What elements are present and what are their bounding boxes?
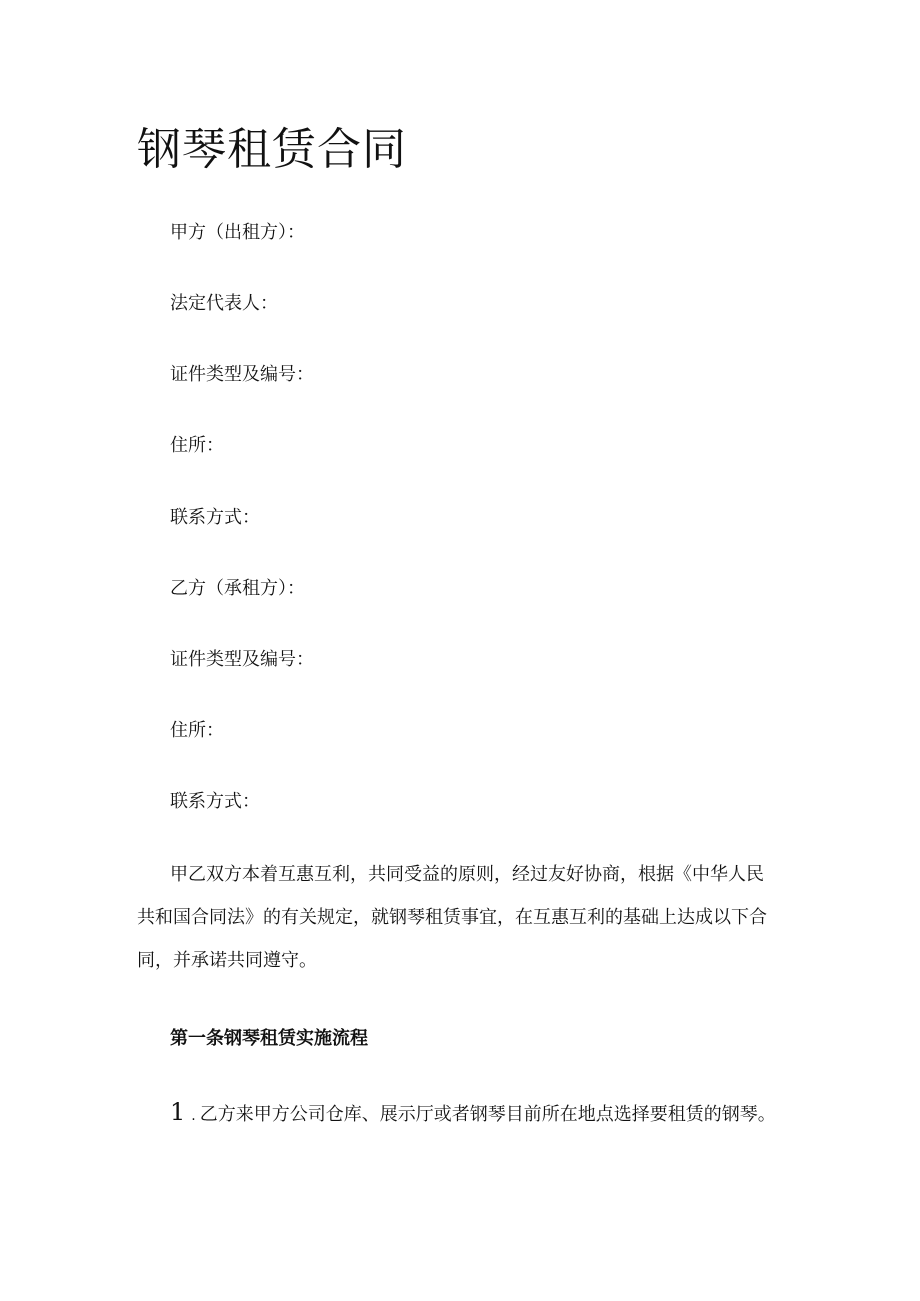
party-a-address-label: 住所： (170, 435, 224, 456)
party-a-label: 甲方（出租方）： (170, 222, 305, 243)
preamble-line-1: 甲乙双方本着互惠互利，共同受益的原则，经过友好协商，根据《中华人民 (170, 864, 764, 885)
preamble-line-3: 同，并承诺共同遵守。 (137, 950, 317, 971)
document-title: 钢琴租赁合同 (137, 124, 407, 175)
party-a-contact-label: 联系方式： (170, 507, 260, 528)
article-1-heading: 第一条钢琴租赁实施流程 (170, 1028, 368, 1049)
item-number: 1 (170, 1098, 186, 1126)
party-b-contact-label: 联系方式： (170, 791, 260, 812)
preamble-paragraph (137, 853, 797, 982)
preamble-line-2: 共和国合同法》的有关规定，就钢琴租赁事宜，在互惠互利的基础上达成以下合 (137, 907, 767, 928)
item-marker: . (191, 1108, 196, 1124)
article-1-item-1 (170, 1097, 776, 1131)
party-a-id-type-label: 证件类型及编号： (170, 364, 314, 385)
party-a-legal-rep-label: 法定代表人： (170, 293, 278, 314)
party-b-address-label: 住所： (170, 720, 224, 741)
party-b-label: 乙方（承租方）： (170, 578, 305, 599)
item-text: 乙方来甲方公司仓库、展示厅或者钢琴目前所在地点选择要租赁的钢琴。 (199, 1104, 776, 1125)
party-b-id-type-label: 证件类型及编号： (170, 649, 314, 670)
